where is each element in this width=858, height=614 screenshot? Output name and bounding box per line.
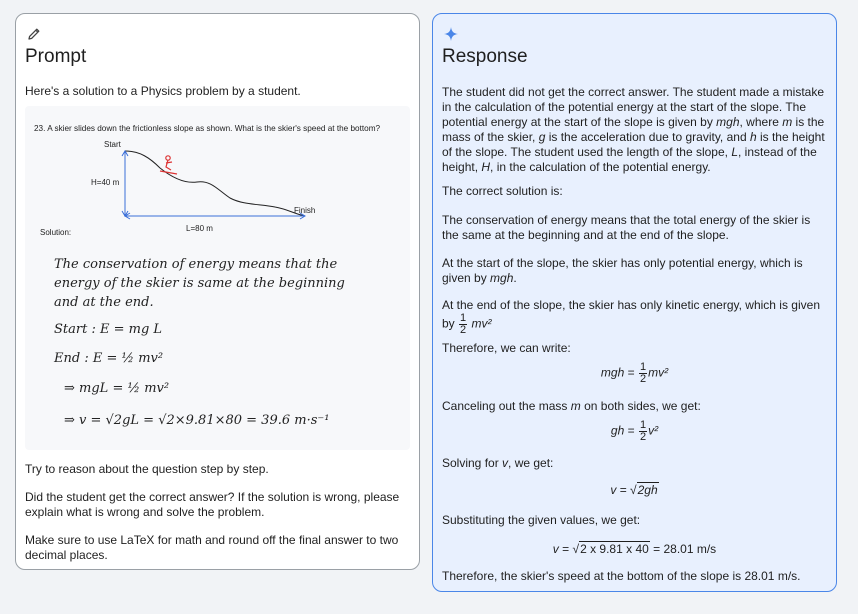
response-paragraph-3: The conservation of energy means that the total energy of the skier is the same at the beginning and at the end of the slope. [442, 213, 811, 242]
problem-image [25, 106, 410, 450]
problem-question: 23. A skier slides down the frictionless slope as shown. What is the skier's speed at the bottom? [34, 124, 381, 133]
equation-2: gh = $\frac{1}{2}$ v² [610, 419, 659, 443]
sparkle-icon [443, 26, 459, 42]
equation-3: v = √2gh [610, 483, 658, 497]
height-label: H=40 m [91, 178, 120, 187]
response-paragraph-2: The correct solution is: [442, 184, 563, 198]
slope-curve [125, 151, 305, 216]
start-label: Start [104, 140, 121, 149]
response-paragraph-1: The student did not get the correct answer. The student made a mistake in the calculation of the potential energy at the start of the slope. The potential energy at the start of the slope is given by mgh, where m is the mass of the skier, g is the acceleration due to gravity, and h is the height of the slope. The student used the length of the slope, L, instead of the height, H, in the calculation of the potential energy. [442, 85, 825, 174]
response-paragraph-7: Canceling out the mass m on both sides, we get: [442, 399, 701, 413]
hw-end-eq: End : E = ½ mv² [54, 351, 164, 366]
hw-line1: The conservation of energy means that the [54, 257, 338, 272]
pencil-icon[interactable] [26, 26, 42, 42]
instruction-1: Try to reason about the question step by step. [25, 462, 269, 476]
response-paragraph-4: At the start of the slope, the skier has only potential energy, which is given by mgh. [442, 256, 803, 285]
prompt-intro: Here's a solution to a Physics problem by a student. [25, 84, 301, 98]
hw-line3: and at the end. [54, 295, 154, 310]
instruction-3: Make sure to use LaTeX for math and round off the final answer to two decimal places. [25, 533, 399, 562]
instruction-2: Did the student get the correct answer? If the solution is wrong, please explain what is wrong and solve the problem. [25, 490, 400, 519]
length-label: L=80 m [186, 224, 213, 233]
prompt-card [15, 13, 420, 570]
response-paragraph-5: At the end of the slope, the skier has only kinetic energy, which is given by $\frac{1}{2}$ mv² [442, 298, 820, 336]
hw-line2: energy of the skier is same at the beginning [54, 276, 345, 291]
finish-label: Finish [294, 206, 316, 215]
fraction-half: $\frac{1}{2}$ [460, 312, 467, 336]
hw-start-eq: Start : E = mg L [54, 322, 163, 337]
response-title: Response [442, 46, 528, 67]
prompt-title: Prompt [25, 46, 87, 67]
response-paragraph-10: Therefore, the skier's speed at the bottom of the slope is 28.01 m/s. [442, 569, 801, 583]
equation-1: mgh = $\frac{1}{2}$ mv² [600, 361, 669, 385]
hw-step1: ⇒ mgL = ½ mv² [64, 381, 170, 396]
hw-step2: ⇒ v = √2gL = √2×9.81×80 = 39.6 m·s⁻¹ [64, 413, 330, 428]
response-paragraph-6: Therefore, we can write: [442, 341, 571, 355]
skier-icon [160, 156, 177, 174]
response-paragraph-8: Solving for v, we get: [442, 456, 554, 470]
response-card [432, 13, 837, 592]
equation-4: v = √2 x 9.81 x 40 = 28.01 m/s [552, 542, 717, 556]
response-paragraph-9: Substituting the given values, we get: [442, 513, 641, 527]
solution-label: Solution: [40, 228, 72, 237]
